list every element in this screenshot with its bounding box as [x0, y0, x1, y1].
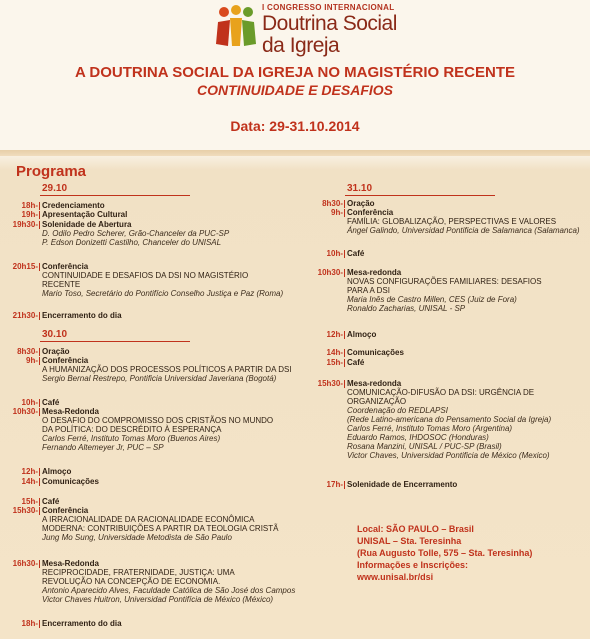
session-item — [42, 210, 342, 219]
session-speaker: D. Odilo Pedro Scherer, Grão-Chanceler da PUC-SP — [42, 229, 230, 238]
congress-logo-icon — [212, 4, 260, 48]
day-divider — [40, 195, 190, 196]
session-time: 18h- — [21, 619, 38, 628]
session-title: Solenidade de Encerramento — [347, 480, 458, 489]
session-item — [347, 358, 587, 367]
session-item — [347, 379, 587, 460]
session-speaker: Ronaldo Zacharias, UNISAL - SP — [347, 304, 466, 313]
session-title: Conferência — [347, 208, 394, 217]
session-topic: CONTINUIDADE E DESAFIOS DA DSI NO MAGISTÉRIO — [42, 271, 249, 280]
session-title: Encerramento do dia — [42, 311, 122, 320]
session-speaker: Carlos Ferré, Instituto Tomas Moro (Argentina) — [347, 424, 513, 433]
session-speaker: (Rede Latino-americana do Pensamento Social da Igreja) — [347, 415, 552, 424]
session-title: Café — [347, 358, 365, 367]
session-time: 8h30- — [17, 347, 38, 356]
session-topic: PARA A DSI — [347, 286, 390, 295]
session-speaker: Sergio Bernal Restrepo, Pontificia Universidad Javeriana (Bogotá) — [42, 374, 277, 383]
session-speaker: Coordenação do REDLAPSI — [347, 406, 448, 415]
time-marker — [344, 349, 345, 357]
session-topic: FAMÍLIA: GLOBALIZAÇÃO, PERSPECTIVAS E VALORES — [347, 217, 557, 226]
time-marker — [39, 211, 40, 219]
session-speaker: Carlos Ferré, Instituto Tomas Moro (Buenos Aires) — [42, 434, 221, 443]
session-time: 12h- — [21, 467, 38, 476]
session-item — [42, 559, 342, 604]
session-item — [42, 220, 342, 247]
session-time: 21h30- — [12, 311, 38, 320]
session-title: Conferência — [42, 262, 89, 271]
day-label: 29.10 — [42, 183, 68, 194]
session-topic: NOVAS CONFIGURAÇÕES FAMILIARES: DESAFIOS — [347, 277, 542, 286]
session-item — [347, 199, 587, 208]
session-time: 14h- — [326, 348, 343, 357]
venue-name: UNISAL – Sta. Teresinha — [357, 536, 462, 546]
time-marker — [39, 221, 40, 229]
session-topic: REVOLUÇÃO NA CONCEPÇÃO DE ECONOMIA. — [42, 577, 221, 586]
session-time: 15h- — [21, 497, 38, 506]
session-speaker: Fernando Altemeyer Jr, PUC – SP — [42, 443, 164, 452]
session-title: Comunicações — [42, 477, 99, 486]
session-speaker: P. Edson Donizetti Castilho, Chanceler do UNISAL — [42, 238, 222, 247]
session-time: 15h30- — [317, 379, 343, 388]
time-marker — [344, 269, 345, 277]
session-topic: COMUNICAÇÃO-DIFUSÃO DA DSI: URGÊNCIA DE — [347, 388, 535, 397]
day-label: 31.10 — [347, 183, 373, 194]
session-time: 15h30- — [12, 506, 38, 515]
session-speaker: Jung Mo Sung, Universidade Metodista de São Paulo — [42, 533, 232, 542]
session-title: Oração — [42, 347, 70, 356]
session-speaker: Victor Chaves Huitron, Universidad Pontifícia de México (México) — [42, 595, 274, 604]
session-item — [42, 201, 342, 210]
session-time: 17h- — [326, 480, 343, 489]
session-speaker: Mario Toso, Secretário do Pontifício Conselho Justiça e Paz (Roma) — [42, 289, 284, 298]
session-speaker: Antonio Aparecido Alves, Faculdade Católica de São José dos Campos — [42, 586, 296, 595]
session-item — [42, 262, 342, 298]
session-time: 9h- — [26, 356, 38, 365]
congress-label: I CONGRESSO INTERNACIONAL — [262, 3, 395, 12]
session-topic: MODERNA: CONTRIBUIÇÕES A PARTIR DA TEOLOGIA CRISTÃ — [42, 524, 279, 533]
day-divider — [40, 341, 190, 342]
session-title: Credenciamento — [42, 201, 105, 210]
session-item — [347, 208, 587, 235]
session-time: 10h- — [21, 398, 38, 407]
time-marker — [39, 202, 40, 210]
session-item — [347, 268, 587, 313]
session-item — [347, 480, 587, 489]
session-speaker: Rosana Manzini, UNISAL / PUC-SP (Brasil) — [347, 442, 502, 451]
session-time: 10h30- — [317, 268, 343, 277]
time-marker — [344, 359, 345, 367]
session-title: Solenidade de Abertura — [42, 220, 132, 229]
venue-info — [357, 523, 532, 583]
sub-title: CONTINUIDADE E DESAFIOS — [196, 82, 393, 98]
header-divider — [0, 150, 590, 156]
brand-title-line2: da Igreja — [262, 34, 340, 57]
time-marker — [39, 348, 40, 356]
session-title: Oração — [347, 199, 375, 208]
session-item — [347, 249, 587, 258]
session-title: Café — [347, 249, 365, 258]
session-time: 10h30- — [12, 407, 38, 416]
time-marker — [39, 312, 40, 320]
session-title: Mesa-Redonda — [42, 407, 99, 416]
session-time: 19h- — [21, 210, 38, 219]
session-title: Comunicações — [347, 348, 404, 357]
session-title: Mesa-redonda — [347, 379, 402, 388]
session-topic: DA POLÍTICA: DO DESCRÉDITO À ESPERANÇA — [42, 425, 222, 434]
time-marker — [39, 498, 40, 506]
session-item — [42, 467, 342, 476]
session-time: 9h- — [331, 208, 343, 217]
session-item — [42, 356, 342, 383]
session-time: 8h30- — [322, 199, 343, 208]
time-marker — [39, 408, 40, 416]
event-date: Data: 29-31.10.2014 — [230, 118, 360, 134]
time-marker — [39, 263, 40, 271]
session-topic: A HUMANIZAÇÃO DOS PROCESSOS POLÍTICOS A PARTIR DA DSI — [42, 365, 292, 374]
time-marker — [344, 250, 345, 258]
time-marker — [39, 560, 40, 568]
session-title: Café — [42, 398, 60, 407]
session-time: 20h15- — [12, 262, 38, 271]
session-item — [42, 398, 342, 407]
time-marker — [344, 481, 345, 489]
day-label: 30.10 — [42, 329, 68, 340]
session-title: Conferência — [42, 356, 89, 365]
day-divider — [345, 195, 495, 196]
session-speaker: Maria Inês de Castro Millen, CES (Juiz de Fora) — [347, 295, 517, 304]
session-item — [42, 311, 342, 320]
time-marker — [39, 478, 40, 486]
time-marker — [39, 357, 40, 365]
time-marker — [344, 380, 345, 388]
session-item — [42, 497, 342, 506]
session-topic: ORGANIZAÇÃO — [347, 397, 407, 406]
time-marker — [344, 200, 345, 208]
session-item — [42, 506, 342, 542]
session-time: 10h- — [326, 249, 343, 258]
session-title: Conferência — [42, 506, 89, 515]
session-topic: RECENTE — [42, 280, 81, 289]
registration-label: Informações e Inscrições: — [357, 560, 469, 570]
time-marker — [39, 399, 40, 407]
time-marker — [39, 468, 40, 476]
session-topic: O DESAFIO DO COMPROMISSO DOS CRISTÃOS NO MUNDO — [42, 416, 274, 425]
session-title: Almoço — [347, 330, 377, 339]
session-speaker: Ángel Galindo, Universidad Pontificia de Salamanca (Salamanca) — [347, 226, 580, 235]
session-title: Apresentação Cultural — [42, 210, 128, 219]
session-time: 19h30- — [12, 220, 38, 229]
venue-city: Local: SÃO PAULO – Brasil — [357, 524, 474, 534]
session-title: Mesa-redonda — [347, 268, 402, 277]
session-title: Encerramento do dia — [42, 619, 122, 628]
session-speaker: Victor Chaves, Universidad Pontificia de México (Mexico) — [347, 451, 550, 460]
registration-link[interactable]: www.unisal.br/dsi — [357, 572, 434, 582]
session-topic: A IRRACIONALIDADE DA RACIONALIDADE ECONÔMICA — [42, 515, 255, 524]
time-marker — [39, 620, 40, 628]
session-time: 15h- — [326, 358, 343, 367]
session-time: 14h- — [21, 477, 38, 486]
session-title: Café — [42, 497, 60, 506]
session-speaker: Eduardo Ramos, IHDOSOC (Honduras) — [347, 433, 489, 442]
brand-title-line1: Doutrina Social — [262, 12, 397, 35]
main-title: A DOUTRINA SOCIAL DA IGREJA NO MAGISTÉRIO RECENTE — [74, 64, 516, 81]
session-item — [42, 619, 342, 628]
session-time: 12h- — [326, 330, 343, 339]
venue-address: (Rua Augusto Tolle, 575 – Sta. Teresinha) — [357, 548, 533, 558]
session-topic: RECIPROCIDADE, FRATERNIDADE, JUSTIÇA: UMA — [42, 568, 235, 577]
program-heading: Programa — [16, 163, 87, 180]
session-item — [347, 348, 587, 357]
time-marker — [344, 209, 345, 217]
session-item — [347, 330, 587, 339]
time-marker — [344, 331, 345, 339]
session-time: 18h- — [21, 201, 38, 210]
session-title: Mesa-Redonda — [42, 559, 99, 568]
session-item — [42, 477, 342, 486]
session-item — [42, 407, 342, 452]
session-time: 16h30- — [12, 559, 38, 568]
session-item — [42, 347, 342, 356]
session-title: Almoço — [42, 467, 72, 476]
time-marker — [39, 507, 40, 515]
